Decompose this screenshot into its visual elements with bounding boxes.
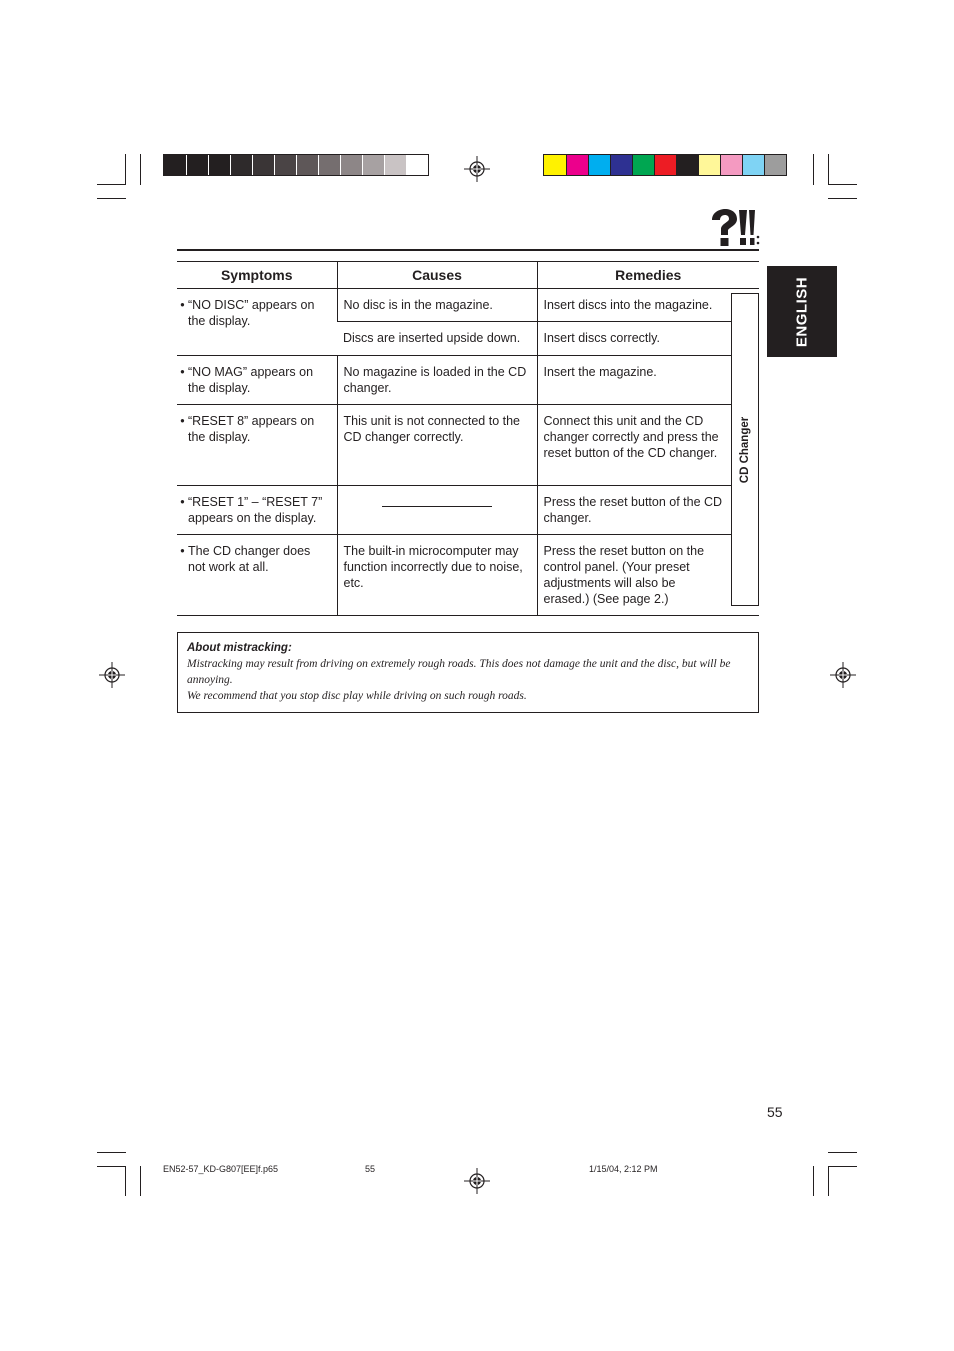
color-bar — [543, 154, 787, 176]
color-swatch — [252, 155, 274, 175]
footer-timestamp: 1/15/04, 2:12 PM — [589, 1164, 658, 1174]
color-swatch — [544, 155, 566, 175]
remedy-cell: Insert discs correctly. — [537, 322, 759, 356]
symptoms-header: Symptoms — [177, 262, 337, 289]
color-swatch — [164, 155, 186, 175]
symptom-cell — [177, 356, 337, 405]
crop-mark — [97, 198, 126, 199]
registration-target-icon — [464, 156, 490, 182]
grayscale-bar — [163, 154, 429, 176]
remedy-cell: Press the reset button of the CD changer. — [537, 486, 759, 535]
page-number: 55 — [767, 1104, 783, 1120]
symptom-cell — [177, 289, 337, 356]
crop-mark — [125, 154, 126, 185]
crop-mark — [828, 1152, 857, 1153]
crop-mark — [828, 1166, 857, 1167]
footer-page: 55 — [365, 1164, 376, 1174]
registration-target-icon — [99, 662, 125, 688]
table-row — [177, 356, 759, 405]
color-swatch — [698, 155, 720, 175]
mistracking-note — [177, 632, 759, 713]
color-swatch — [406, 155, 428, 175]
color-swatch — [742, 155, 764, 175]
symptom-cell — [177, 535, 337, 616]
note-line-2: We recommend that you stop disc play while driving on such rough roads. — [187, 690, 527, 702]
symptom-cell — [177, 486, 337, 535]
troubleshooting-question-exclamation-icon — [708, 208, 760, 248]
crop-mark — [828, 198, 857, 199]
cause-cell: Discs are inserted upside down. — [337, 322, 537, 356]
color-swatch — [362, 155, 384, 175]
crop-mark — [125, 1166, 126, 1196]
color-swatch — [208, 155, 230, 175]
color-swatch — [676, 155, 698, 175]
registration-target-icon — [830, 662, 856, 688]
crop-mark — [140, 154, 141, 185]
cause-cell: This unit is not connected to the CD changer correctly. — [337, 405, 537, 486]
crop-mark — [828, 1166, 829, 1196]
crop-mark — [813, 1166, 814, 1196]
remedy-cell: Insert discs into the magazine. — [537, 289, 759, 322]
table-row — [177, 405, 759, 486]
symptom-text: “NO DISC” appears on the display. — [188, 298, 315, 328]
color-swatch — [632, 155, 654, 175]
symptom-text: “RESET 8” appears on the display. — [188, 414, 315, 444]
color-swatch — [610, 155, 632, 175]
cause-cell: No magazine is loaded in the CD changer. — [337, 356, 537, 405]
language-tab — [767, 266, 837, 357]
bullet: • — [180, 495, 185, 509]
bullet: • — [180, 544, 185, 558]
side-label-text: CD Changer — [739, 416, 751, 483]
causes-header: Causes — [337, 262, 537, 289]
remedy-cell: Press the reset button on the control panel. (Your preset adjustments will also be erased.) (See page 2.) — [537, 535, 759, 616]
color-swatch — [296, 155, 318, 175]
symptom-text: The CD changer does not work at all. — [188, 544, 311, 574]
no-cause-line — [382, 506, 492, 507]
cd-changer-side-label — [731, 293, 759, 606]
crop-mark — [828, 154, 829, 185]
color-swatch — [340, 155, 362, 175]
table-row — [177, 486, 759, 535]
color-swatch — [274, 155, 296, 175]
crop-mark — [97, 1166, 126, 1167]
color-swatch — [566, 155, 588, 175]
color-swatch — [384, 155, 406, 175]
bullet: • — [180, 365, 185, 379]
color-swatch — [720, 155, 742, 175]
note-line-1: Mistracking may result from driving on extremely rough roads. This does not damage the unit and the disc, but will be annoying. — [187, 658, 731, 686]
crop-mark — [813, 154, 814, 185]
symptom-cell — [177, 405, 337, 486]
note-title: About mistracking: — [187, 642, 292, 654]
language-tab-label: ENGLISH — [793, 276, 811, 347]
crop-mark — [97, 184, 126, 185]
color-swatch — [230, 155, 252, 175]
bullet: • — [180, 414, 185, 428]
table-header-row — [177, 262, 759, 289]
cause-cell — [337, 486, 537, 535]
remedies-header: Remedies — [537, 262, 759, 289]
table-row — [177, 289, 759, 322]
bullet: • — [180, 298, 185, 312]
crop-mark — [97, 1152, 126, 1153]
symptom-text: “RESET 1” – “RESET 7” appears on the display. — [188, 495, 323, 525]
remedy-cell: Connect this unit and the CD changer correctly and press the reset button of the CD changer. — [537, 405, 759, 486]
color-swatch — [588, 155, 610, 175]
cause-cell: The built-in microcomputer may function incorrectly due to noise, etc. — [337, 535, 537, 616]
table-row — [177, 535, 759, 616]
crop-mark — [828, 184, 857, 185]
color-swatch — [764, 155, 786, 175]
cause-cell: No disc is in the magazine. — [337, 289, 537, 322]
header-rule — [177, 249, 759, 251]
registration-target-icon — [464, 1168, 490, 1194]
color-swatch — [654, 155, 676, 175]
remedy-cell: Insert the magazine. — [537, 356, 759, 405]
symptom-text: “NO MAG” appears on the display. — [188, 365, 314, 395]
color-swatch — [186, 155, 208, 175]
crop-mark — [140, 1166, 141, 1196]
color-swatch — [318, 155, 340, 175]
footer-filename: EN52-57_KD-G807[EE]f.p65 — [163, 1164, 279, 1174]
troubleshooting-table — [177, 261, 759, 616]
